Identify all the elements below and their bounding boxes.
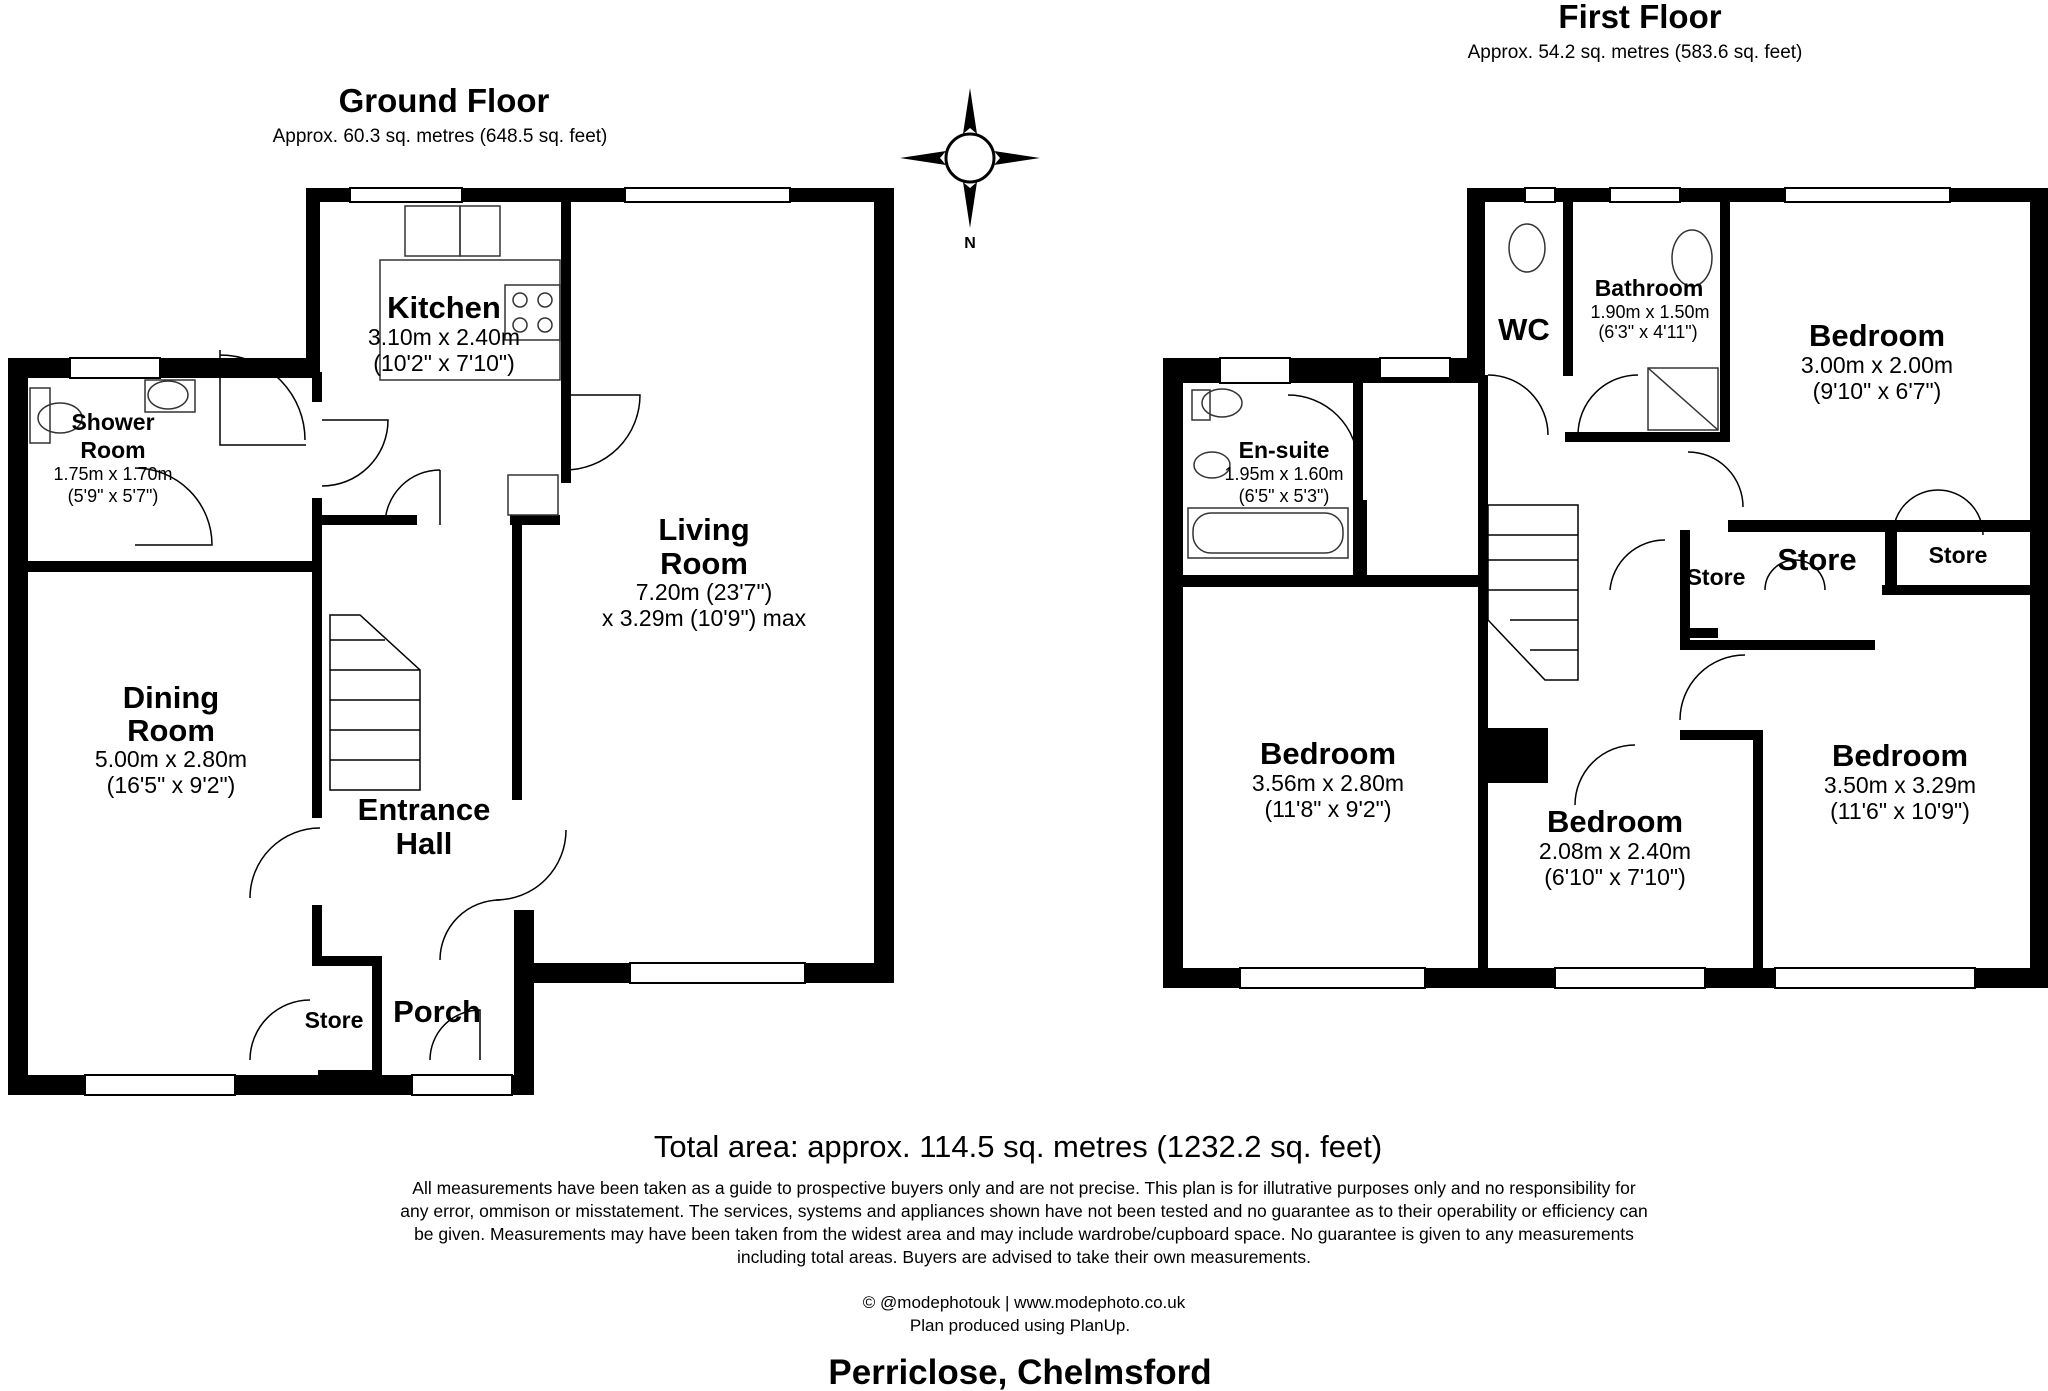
hall-name-line2: Hall [395,826,453,861]
ground-store-name: Store [304,1007,364,1033]
kitchen-metric: 3.10m x 2.40m [367,324,521,350]
store-a-name: Store [1686,564,1746,590]
first-staircase [1488,505,1578,680]
bedroom-se-imperial: (11'6" x 10'9") [1830,798,1970,824]
compass-icon [900,88,1040,228]
living-imperial: x 3.29m (10'9") max [601,605,807,631]
first-floor-area: Approx. 54.2 sq. metres (583.6 sq. feet) [1467,42,1803,63]
hall-name-line1: Entrance [357,792,491,827]
wc-name: WC [1498,312,1550,347]
bedroom-s-metric: 2.08m x 2.40m [1538,838,1692,864]
bedroom-se-metric: 3.50m x 3.29m [1823,772,1977,798]
dining-metric: 5.00m x 2.80m [94,746,248,772]
dining-imperial: (16'5" x 9'2") [106,772,236,798]
credit-line-2: Plan produced using PlanUp. [909,1316,1131,1335]
living-metric: 7.20m (23'7") [635,579,773,605]
dining-name-line2: Room [127,713,215,748]
bedroom-s-imperial: (6'10" x 7'10") [1544,864,1686,890]
bathroom-metric: 1.90m x 1.50m [1590,302,1710,322]
kitchen-imperial: (10'2" x 7'10") [373,350,515,376]
credit-line-1: © @modephotouk | www.modephoto.co.uk [862,1293,1186,1312]
living-name-line2: Room [660,546,748,581]
bedroom-w-metric: 3.56m x 2.80m [1251,770,1405,796]
shower-imperial: (5'9" x 5'7") [67,486,159,506]
porch-name: Porch [393,994,481,1029]
bedroom-ne-imperial: (9'10" x 6'7") [1812,378,1942,404]
disclaimer-line-4: including total areas. Buyers are advised to take their own measurements. [737,1247,1311,1267]
address: Perriclose, Chelmsford [828,1353,1212,1391]
first-floor-title: First Floor [1558,0,1722,35]
bedroom-w-name: Bedroom [1259,736,1397,771]
ensuite-imperial: (6'5" x 5'3") [1238,486,1330,506]
disclaimer-line-3: be given. Measurements may have been taken from the widest area and may include wardrobe/cupboard space. No guarantee is given to any measurements [414,1224,1634,1244]
ground-floor-area: Approx. 60.3 sq. metres (648.5 sq. feet) [272,126,608,147]
ground-floor-title: Ground Floor [338,82,550,119]
shower-metric: 1.75m x 1.70m [53,464,173,484]
bathroom-name: Bathroom [1594,275,1704,301]
disclaimer-line-2: any error, ommison or misstatement. The services, systems and appliances shown have not been tested and no guarantee as to their operability or efficiency can [400,1201,1648,1221]
bedroom-w-imperial: (11'8" x 9'2") [1264,796,1392,822]
total-area: Total area: approx. 114.5 sq. metres (1232.2 sq. feet) [653,1129,1383,1164]
store-b-name: Store [1777,542,1857,577]
compass-label: N [964,235,976,252]
ensuite-metric: 1.95m x 1.60m [1224,464,1344,484]
kitchen-name: Kitchen [387,290,501,325]
bedroom-ne-name: Bedroom [1808,318,1946,353]
shower-name-line1: Shower [71,409,155,435]
living-name-line1: Living [658,512,750,547]
store-c-name: Store [1928,542,1988,568]
dining-name-line1: Dining [122,680,220,715]
shower-name-line2: Room [80,437,146,463]
ensuite-name: En-suite [1238,437,1330,463]
bedroom-se-name: Bedroom [1831,738,1969,773]
bedroom-s-name: Bedroom [1546,804,1684,839]
ground-staircase [330,615,420,790]
bedroom-ne-metric: 3.00m x 2.00m [1800,352,1954,378]
disclaimer-line-1: All measurements have been taken as a guide to prospective buyers only and are not precise. This plan is for illutrative purposes only and no responsibility for [412,1178,1636,1198]
bathroom-imperial: (6'3" x 4'11") [1598,322,1698,342]
